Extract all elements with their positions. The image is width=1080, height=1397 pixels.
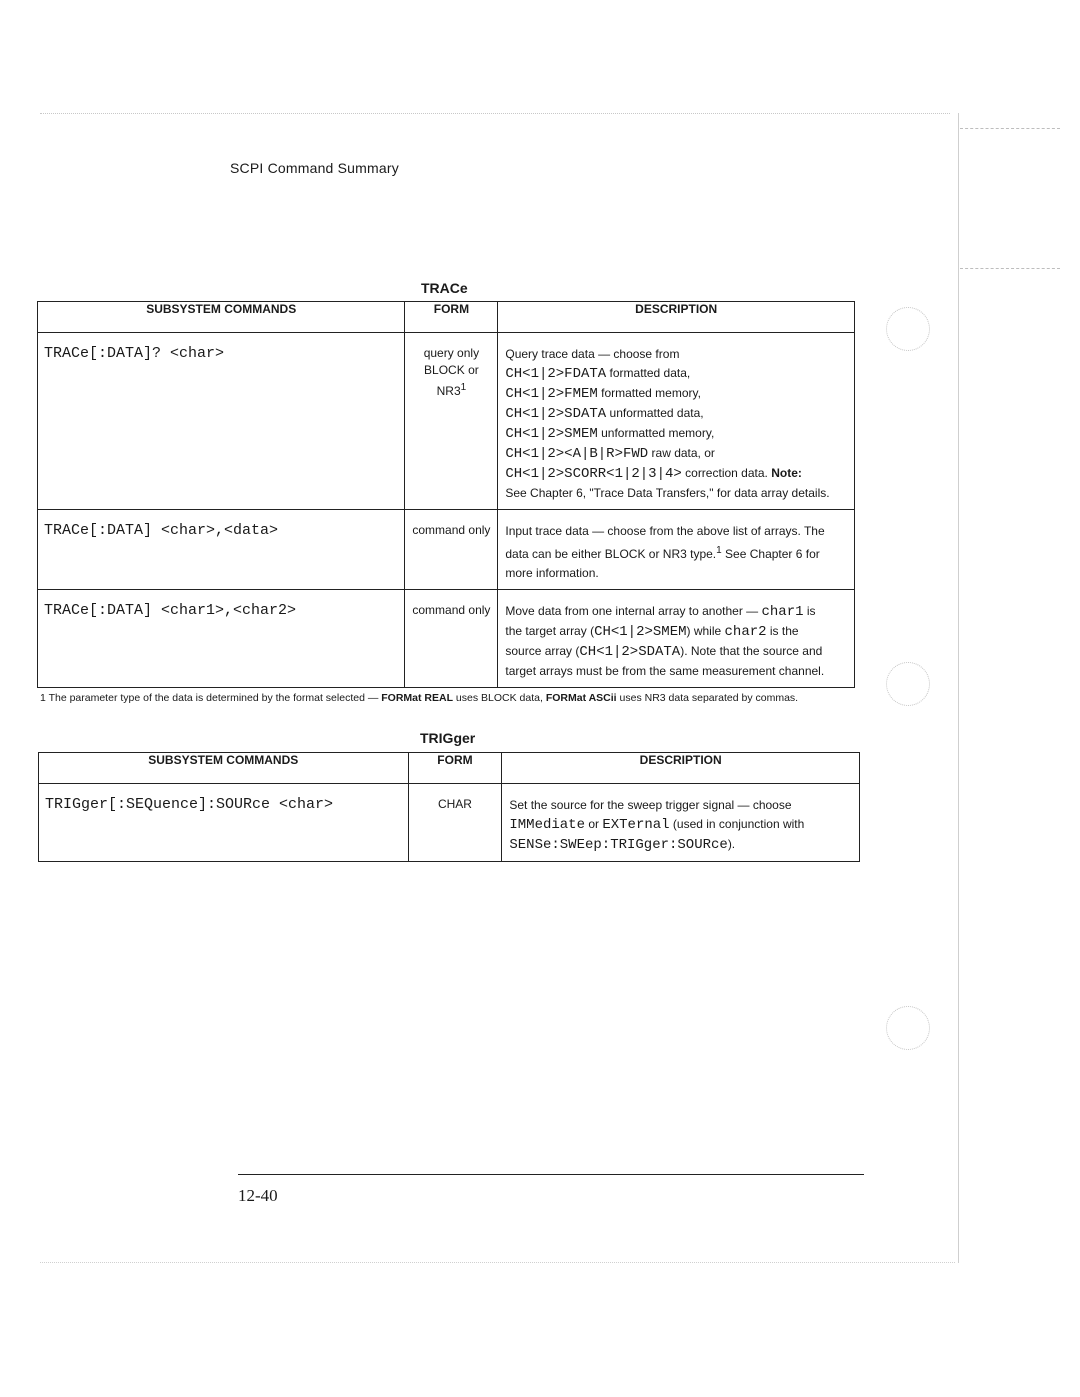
form-text bbox=[409, 362, 493, 400]
desc-text: Move data from one internal array to another — bbox=[505, 604, 762, 618]
code-term: CH<1|2><A|B|R>FWD bbox=[505, 446, 649, 462]
code-term: SENSe:SWEep:TRIGger:SOURce bbox=[509, 837, 728, 853]
binder-hole-mark bbox=[886, 307, 930, 351]
page-number: 12-40 bbox=[238, 1186, 278, 1205]
header-subsystem-commands: SUBSYSTEM COMMANDS bbox=[39, 753, 409, 784]
code-term: char2 bbox=[724, 624, 767, 640]
code-term: CH<1|2>SMEM bbox=[594, 624, 687, 640]
footnote-number: 1 bbox=[40, 692, 46, 704]
form-cell bbox=[405, 333, 498, 510]
running-head: SCPI Command Summary bbox=[230, 160, 399, 176]
top-dotted-edge bbox=[40, 113, 950, 114]
code-term: CH<1|2>SCORR<1|2|3|4> bbox=[505, 466, 682, 482]
desc-line bbox=[505, 364, 846, 384]
footnote-ref: 1 bbox=[716, 545, 722, 556]
form-text: BLOCK or NR3 bbox=[424, 363, 479, 398]
desc-text: is the bbox=[766, 624, 799, 638]
trigger-command-table bbox=[38, 752, 860, 862]
code-term: IMMediate bbox=[509, 817, 585, 833]
desc-line bbox=[509, 835, 851, 855]
description-cell bbox=[498, 510, 855, 590]
desc-text: the target array ( bbox=[505, 624, 595, 638]
desc-line: Query trace data — choose from bbox=[505, 347, 680, 361]
table-row bbox=[39, 784, 860, 862]
desc-line bbox=[505, 464, 846, 484]
footnote-bold: FORMat ASCii bbox=[545, 692, 617, 704]
form-cell: command only bbox=[405, 590, 498, 688]
desc-line bbox=[505, 642, 846, 662]
code-term: CH<1|2>SDATA bbox=[579, 644, 681, 660]
desc-line bbox=[505, 602, 846, 622]
header-form: FORM bbox=[405, 302, 498, 333]
desc-text: formatted data, bbox=[609, 366, 691, 380]
form-text: query only bbox=[423, 346, 480, 360]
command-cell: TRIGger[:SEQuence]:SOURce <char> bbox=[39, 784, 409, 862]
command-cell: TRACe[:DATA] <char>,<data> bbox=[38, 510, 405, 590]
desc-text: or bbox=[585, 817, 603, 831]
header-description: DESCRIPTION bbox=[502, 753, 860, 784]
desc-text: raw data, or bbox=[651, 446, 715, 460]
desc-line bbox=[505, 404, 846, 424]
command-cell: TRACe[:DATA] <char1>,<char2> bbox=[38, 590, 405, 688]
form-cell: CHAR bbox=[408, 784, 502, 862]
code-term: CH<1|2>FDATA bbox=[505, 366, 607, 382]
bottom-dotted-edge bbox=[40, 1262, 955, 1263]
code-term: CH<1|2>FMEM bbox=[505, 386, 598, 402]
desc-line bbox=[505, 424, 846, 444]
desc-text: unformatted memory, bbox=[601, 426, 715, 440]
table-header-row bbox=[39, 753, 860, 784]
note-label: Note: bbox=[771, 466, 802, 480]
desc-text: See Chapter 6 for bbox=[721, 547, 820, 561]
desc-text: ). Note that the source and bbox=[680, 644, 823, 658]
desc-line: Set the source for the sweep trigger signal — choose bbox=[509, 798, 792, 812]
trace-command-table bbox=[37, 301, 855, 688]
desc-line: Input trace data — choose from the above list of arrays. The bbox=[505, 524, 825, 538]
desc-text: source array ( bbox=[505, 644, 580, 658]
desc-text: ). bbox=[727, 837, 736, 851]
desc-text: unformatted data, bbox=[609, 406, 704, 420]
footnote-text: The parameter type of the data is determined by the format selected — bbox=[45, 692, 382, 704]
code-term: CH<1|2>SMEM bbox=[505, 426, 598, 442]
desc-text: correction data. bbox=[685, 466, 768, 480]
code-term: CH<1|2>SDATA bbox=[505, 406, 607, 422]
footnote-text: uses BLOCK data, bbox=[453, 692, 546, 704]
footnote-text: uses NR3 data separated by commas. bbox=[616, 692, 799, 704]
right-margin-rule bbox=[958, 113, 959, 1263]
code-term: EXTernal bbox=[602, 817, 670, 833]
desc-line bbox=[509, 815, 851, 835]
table-row bbox=[38, 510, 855, 590]
binder-hole-mark bbox=[886, 1006, 930, 1050]
header-subsystem-commands: SUBSYSTEM COMMANDS bbox=[38, 302, 405, 333]
desc-text: (used in conjunction with bbox=[669, 817, 805, 831]
desc-line bbox=[505, 444, 846, 464]
desc-line bbox=[505, 541, 846, 564]
desc-text: formatted memory, bbox=[601, 386, 701, 400]
desc-line: See Chapter 6, "Trace Data Transfers," for data array details. bbox=[505, 486, 830, 500]
command-cell: TRACe[:DATA]? <char> bbox=[38, 333, 405, 510]
description-cell bbox=[498, 333, 855, 510]
desc-text: ) while bbox=[686, 624, 725, 638]
page-footer-rule bbox=[238, 1174, 864, 1175]
description-cell bbox=[502, 784, 860, 862]
desc-line: target arrays must be from the same measurement channel. bbox=[505, 664, 825, 678]
table-header-row bbox=[38, 302, 855, 333]
desc-line bbox=[505, 622, 846, 642]
description-cell bbox=[498, 590, 855, 688]
trigger-table-title: TRIGger bbox=[420, 730, 476, 746]
footnote-ref: 1 bbox=[460, 382, 467, 393]
trace-table-title: TRACe bbox=[421, 280, 468, 296]
footnote-bold: FORMat REAL bbox=[381, 692, 453, 704]
desc-text: data can be either BLOCK or NR3 type. bbox=[505, 547, 717, 561]
desc-line: more information. bbox=[505, 566, 599, 580]
header-description: DESCRIPTION bbox=[498, 302, 855, 333]
table-row bbox=[38, 590, 855, 688]
header-form: FORM bbox=[408, 753, 502, 784]
margin-tick bbox=[960, 268, 1060, 269]
table-row bbox=[38, 333, 855, 510]
footnote bbox=[40, 692, 798, 704]
form-cell: command only bbox=[405, 510, 498, 590]
binder-hole-mark bbox=[886, 662, 930, 706]
margin-tick bbox=[960, 128, 1060, 129]
code-term: char1 bbox=[761, 604, 804, 620]
desc-line bbox=[505, 384, 846, 404]
desc-text: is bbox=[803, 604, 816, 618]
